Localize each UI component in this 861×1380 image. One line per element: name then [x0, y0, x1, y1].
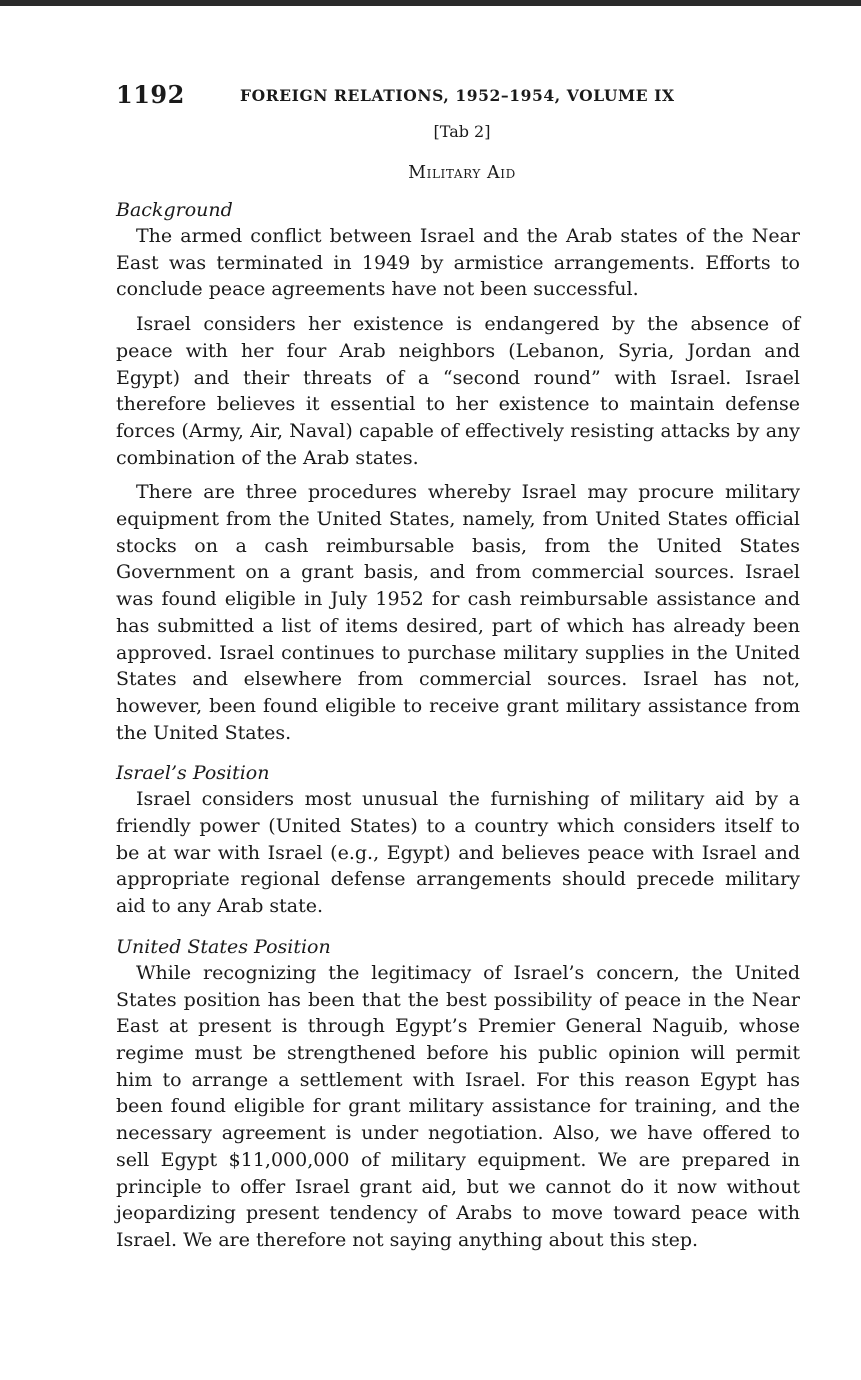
running-title: FOREIGN RELATIONS, 1952–1954, VOLUME IX — [240, 86, 675, 105]
section-israels-position — [116, 762, 800, 920]
top-edge-rule — [0, 0, 861, 6]
section-heading: United States Position — [116, 935, 331, 958]
section-background — [116, 199, 800, 746]
paragraph: Israel considers her existence is endangered by the absence of peace with her four Arab neighbors (Lebanon, Syria, Jordan and Egypt) and their threats of a “second round” with Israel. Israel therefore believes it essential to her existence to maintain defense forces (Army, Air, Naval) capable of effectively resisting attacks by any combination of the Arab states. — [116, 313, 800, 469]
section-heading: Israel’s Position — [116, 762, 270, 785]
paragraph: While recognizing the legitimacy of Israel’s concern, the United States position has been that the best possibility of peace in the Near East at present is through Egypt’s Premier General Naguib, whose regime must be strengthened before his public opinion will permit him to arrange a settlement with Israel. For this reason Egypt has been found eligible for grant military assistance for training, and the necessary agreement is under negotiation. Also, we have offered to sell Egypt $11,000,000 of military equipment. We are prepared in principle to offer Israel grant aid, but we cannot do it now without jeopardizing present tendency of Arabs to move toward peace with Israel. We are therefore not saying anything about this step. — [116, 961, 800, 1251]
running-head — [116, 80, 800, 114]
section-heading: Background — [116, 199, 233, 221]
paragraph: There are three procedures whereby Israel may procure military equipment from the United States, namely, from United States official stocks on a cash reimbursable basis, from the United States Government on a grant basis, and from commercial sources. Israel was found eligible in July 1952 for cash reimbursable assistance and has submitted a list of items desired, part of which has already been approved. Israel continues to purchase military supplies in the United States and elsewhere from commercial sources. Israel has not, however, been found eligible to receive grant military assistance from the United States. — [116, 481, 800, 744]
page-number: 1192 — [116, 80, 185, 109]
section-title: Military Aid — [408, 163, 516, 183]
section-united-states-position — [116, 936, 800, 1254]
tab-label: [Tab 2] — [433, 122, 491, 141]
paragraph: Israel considers most unusual the furnishing of military aid by a friendly power (United States) to a country which considers itself to be at war with Israel (e.g., Egypt) and believes peace with Israel and appropriate regional defense arrangements should precede military aid to any Arab state. — [116, 788, 800, 918]
document-page — [116, 80, 800, 1262]
paragraph: The armed conflict between Israel and the Arab states of the Near East was terminated in 1949 by armistice arrangements. Efforts to conclude peace agreements have not been successful. — [116, 225, 800, 301]
